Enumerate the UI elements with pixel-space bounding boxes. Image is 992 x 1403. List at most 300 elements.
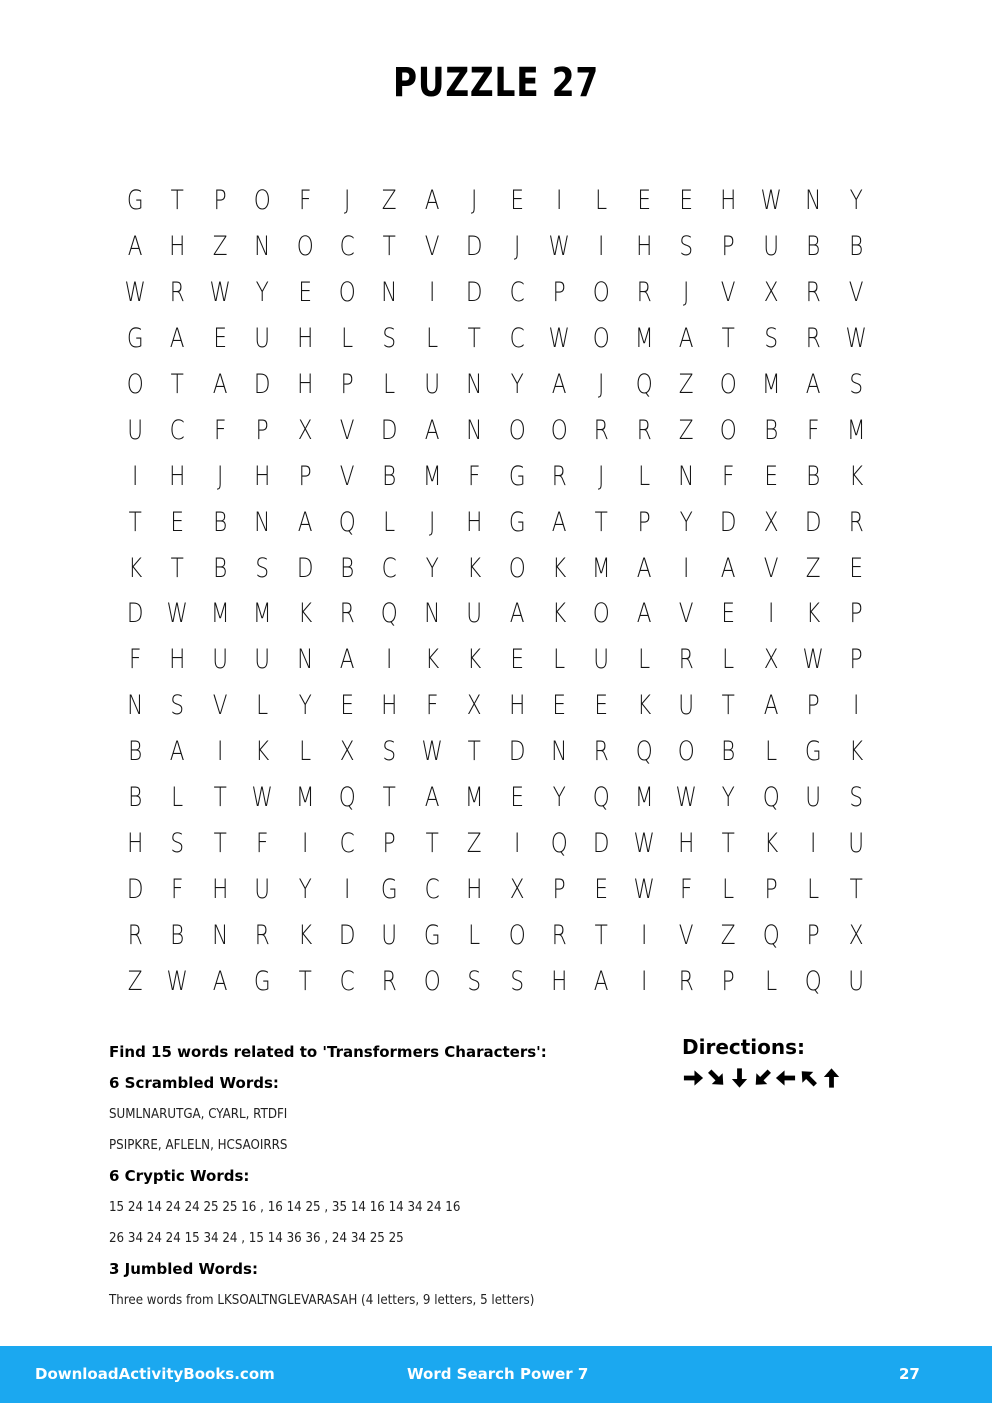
grid-letter: V [339, 460, 355, 492]
grid-letter: K [806, 598, 821, 630]
grid-letter: L [468, 919, 481, 951]
grid-letter: Y [298, 690, 312, 722]
grid-letter: A [806, 369, 821, 400]
cryptic-heading: 6 Cryptic Words: [109, 1167, 250, 1185]
grid-letter: I [598, 231, 605, 263]
grid-letter: W [548, 231, 570, 263]
grid-letter: E [594, 690, 609, 722]
grid-letter: H [254, 460, 271, 492]
jumbled-heading: 3 Jumbled Words: [109, 1260, 258, 1278]
grid-letter: C [381, 552, 398, 584]
grid-letter: K [424, 644, 440, 676]
grid-letter: H [211, 873, 229, 905]
grid-letter: A [594, 965, 609, 997]
grid-letter: M [210, 598, 230, 630]
grid-letter: D [126, 873, 144, 905]
grid-letter: E [213, 323, 227, 355]
grid-letter: G [126, 185, 144, 217]
grid-letter: K [848, 460, 863, 492]
grid-letter: A [170, 736, 185, 768]
grid-letter: E [849, 552, 863, 584]
grid-letter: U [127, 414, 144, 446]
grid-letter: L [553, 644, 566, 676]
grid-letter: U [381, 919, 398, 951]
grid-letter: L [383, 369, 396, 400]
grid-letter: G [508, 506, 526, 538]
grid-letter: E [594, 873, 609, 905]
scrambled-heading: 6 Scrambled Words: [109, 1074, 279, 1092]
grid-letter: E [764, 460, 778, 492]
grid-letter: M [634, 782, 654, 814]
grid-letter: T [382, 231, 397, 263]
grid-letter: S [764, 323, 778, 355]
grid-letter: A [424, 414, 440, 446]
arrow-down-right-icon [705, 1065, 728, 1091]
grid-letter: I [640, 965, 648, 997]
grid-letter: K [255, 736, 270, 768]
grid-letter: B [212, 552, 228, 584]
grid-letter: N [466, 414, 483, 446]
grid-letter: Q [635, 736, 653, 768]
grid-letter: W [675, 782, 697, 814]
grid-letter: Z [678, 414, 694, 446]
grid-letter: P [340, 369, 354, 400]
grid-letter: T [594, 506, 609, 538]
grid-letter: R [382, 965, 398, 997]
grid-letter: H [127, 827, 144, 859]
grid-letter: X [297, 414, 313, 446]
grid-letter: A [763, 690, 779, 722]
grid-letter: A [636, 598, 652, 630]
grid-letter: A [339, 644, 355, 676]
grid-letter: U [593, 644, 610, 676]
arrow-down-icon [728, 1065, 751, 1091]
grid-letter: V [212, 690, 228, 722]
grid-letter: D [296, 552, 314, 584]
grid-letter: K [297, 598, 312, 630]
grid-letter: D [126, 598, 144, 630]
grid-letter: R [254, 919, 270, 951]
grid-letter: L [341, 323, 354, 355]
grid-letter: D [338, 919, 356, 951]
grid-letter: B [340, 552, 355, 584]
grid-letter: I [767, 598, 775, 630]
grid-letter: E [637, 185, 651, 217]
grid-letter: O [296, 231, 314, 263]
grid-letter: D [466, 231, 483, 263]
grid-letter: H [466, 506, 483, 538]
grid-letter: W [166, 598, 189, 630]
grid-letter: W [802, 644, 825, 676]
arrow-down-left-icon [751, 1065, 774, 1091]
grid-letter: T [594, 919, 609, 951]
instructions-heading: Find 15 words related to 'Transformers Characters': [109, 1043, 547, 1061]
grid-letter: U [805, 782, 822, 814]
directions-heading: Directions: [682, 1035, 806, 1059]
grid-letter: C [339, 827, 355, 859]
grid-letter: C [170, 414, 186, 446]
grid-letter: N [551, 736, 568, 768]
grid-letter: F [128, 644, 142, 676]
grid-letter: M [592, 552, 611, 584]
grid-letter: K [467, 644, 482, 676]
grid-letter: R [593, 736, 609, 768]
grid-letter: N [466, 369, 483, 400]
grid-letter: Z [382, 185, 397, 217]
grid-letter: C [339, 231, 355, 263]
grid-letter: Q [338, 506, 356, 538]
grid-letter: V [721, 277, 737, 309]
grid-letter: D [508, 736, 526, 768]
grid-letter: G [508, 460, 526, 492]
grid-letter: E [679, 185, 694, 217]
grid-letter: I [810, 827, 817, 859]
grid-letter: A [424, 185, 440, 217]
grid-letter: M [465, 782, 484, 814]
direction-arrows [682, 1065, 843, 1091]
grid-letter: T [170, 185, 185, 217]
grid-letter: K [467, 552, 482, 584]
grid-letter: B [763, 414, 779, 446]
grid-letter: I [216, 736, 224, 768]
grid-letter: V [678, 598, 694, 630]
grid-letter: V [339, 414, 355, 446]
grid-letter: C [339, 965, 355, 997]
grid-letter: U [254, 873, 271, 905]
grid-letter: A [678, 323, 694, 355]
grid-letter: P [806, 690, 820, 722]
grid-letter: K [552, 598, 567, 630]
grid-letter: A [212, 369, 228, 400]
grid-letter: A [297, 506, 313, 538]
grid-letter: J [598, 460, 605, 492]
grid-letter: P [298, 460, 312, 492]
grid-letter: Z [212, 231, 228, 263]
grid-letter: V [678, 919, 694, 951]
grid-letter: Y [679, 506, 693, 538]
grid-letter: J [216, 460, 224, 492]
grid-letter: R [593, 414, 609, 446]
grid-letter: H [678, 827, 695, 859]
grid-letter: V [763, 552, 779, 584]
grid-letter: A [212, 965, 228, 997]
grid-letter: O [253, 185, 271, 217]
grid-letter: S [848, 369, 863, 400]
grid-letter: R [636, 414, 652, 446]
grid-letter: K [636, 690, 651, 722]
grid-letter: F [468, 460, 481, 492]
grid-letter: I [852, 690, 860, 722]
grid-letter: S [382, 323, 397, 355]
grid-letter: P [764, 873, 778, 905]
grid-letter: T [425, 827, 439, 859]
grid-letter: B [806, 460, 821, 492]
grid-letter: D [466, 277, 483, 309]
grid-letter: E [340, 690, 354, 722]
grid-letter: A [551, 369, 567, 400]
arrow-left-icon [774, 1065, 797, 1091]
grid-letter: L [425, 323, 438, 355]
grid-letter: F [425, 690, 439, 722]
page-title: PUZZLE 27 [393, 60, 599, 106]
grid-letter: G [126, 323, 144, 355]
cryptic-words-line: 26 34 24 24 15 34 24 , 15 14 36 36 , 24 34 25 25 [109, 1230, 404, 1246]
grid-letter: J [428, 506, 436, 538]
grid-letter: S [848, 782, 863, 814]
grid-letter: O [508, 919, 526, 951]
grid-letter: W [124, 277, 146, 309]
grid-letter: N [254, 506, 271, 538]
grid-letter: Z [678, 369, 694, 400]
grid-letter: F [807, 414, 820, 446]
grid-letter: F [298, 185, 311, 217]
grid-letter: L [383, 506, 396, 538]
grid-letter: A [509, 598, 525, 630]
grid-letter: B [382, 460, 397, 492]
grid-letter: U [424, 369, 440, 400]
scrambled-words-line: PSIPKRE, AFLELN, HCSAOIRRS [109, 1137, 288, 1153]
grid-letter: X [466, 690, 482, 722]
grid-letter: X [763, 644, 779, 676]
grid-letter: I [343, 873, 351, 905]
grid-letter: L [807, 873, 820, 905]
grid-letter: Q [381, 598, 399, 630]
grid-letter: O [677, 736, 695, 768]
grid-letter: M [295, 782, 315, 814]
grid-letter: Y [849, 185, 863, 217]
grid-letter: T [128, 506, 142, 538]
grid-letter: T [849, 873, 863, 905]
grid-letter: T [467, 736, 481, 768]
grid-letter: A [424, 782, 440, 814]
grid-letter: A [127, 231, 143, 263]
grid-letter: C [509, 323, 525, 355]
grid-letter: R [678, 644, 694, 676]
grid-letter: Y [255, 277, 269, 309]
grid-letter: R [805, 323, 821, 355]
grid-letter: U [847, 965, 864, 997]
grid-letter: D [593, 827, 610, 859]
grid-letter: H [635, 231, 653, 263]
grid-letter: W [548, 323, 570, 355]
grid-letter: D [254, 369, 271, 400]
grid-letter: W [421, 736, 443, 768]
grid-letter: U [763, 231, 779, 263]
grid-letter: P [806, 919, 820, 951]
grid-letter: L [722, 873, 735, 905]
grid-letter: N [423, 598, 441, 630]
grid-letter: E [509, 782, 524, 814]
grid-letter: Q [762, 782, 780, 814]
grid-letter: S [170, 827, 185, 859]
grid-letter: I [640, 919, 648, 951]
grid-letter: H [550, 965, 568, 997]
grid-letter: G [253, 965, 271, 997]
grid-letter: R [339, 598, 355, 630]
grid-letter: E [509, 185, 524, 217]
grid-letter: O [592, 323, 610, 355]
grid-letter: B [128, 782, 143, 814]
grid-letter: T [170, 552, 185, 584]
grid-letter: O [126, 369, 144, 400]
grid-letter: U [678, 690, 695, 722]
grid-letter: F [171, 873, 184, 905]
grid-letter: J [471, 185, 478, 217]
grid-letter: H [381, 690, 398, 722]
grid-letter: N [381, 277, 398, 309]
grid-letter: P [637, 506, 651, 538]
grid-letter: P [383, 827, 397, 859]
grid-letter: S [509, 965, 524, 997]
grid-letter: W [166, 965, 189, 997]
grid-letter: O [592, 277, 610, 309]
grid-letter: E [721, 598, 736, 630]
grid-letter: H [508, 690, 525, 722]
grid-letter: K [763, 827, 779, 859]
grid-letter: P [722, 965, 736, 997]
grid-letter: C [424, 873, 440, 905]
grid-letter: E [170, 506, 185, 538]
grid-letter: J [598, 369, 605, 400]
grid-letter: Q [550, 827, 568, 859]
grid-letter: F [722, 460, 735, 492]
grid-letter: L [298, 736, 311, 768]
grid-letter: T [170, 369, 185, 400]
grid-letter: K [552, 552, 567, 584]
grid-letter: A [170, 323, 185, 355]
grid-letter: P [552, 873, 566, 905]
grid-letter: Y [425, 552, 439, 584]
grid-letter: N [678, 460, 695, 492]
grid-letter: J [343, 185, 351, 217]
grid-letter: M [634, 323, 654, 355]
grid-letter: J [683, 277, 690, 309]
grid-letter: M [761, 369, 781, 400]
grid-letter: D [805, 506, 822, 538]
grid-letter: L [637, 460, 650, 492]
grid-letter: X [509, 873, 525, 905]
grid-letter: K [297, 919, 312, 951]
grid-letter: T [382, 782, 397, 814]
grid-letter: S [467, 965, 482, 997]
grid-letter: V [424, 231, 440, 263]
grid-letter: Y [552, 782, 566, 814]
grid-letter: T [467, 323, 481, 355]
grid-letter: V [848, 277, 864, 309]
grid-letter: F [256, 827, 269, 859]
grid-letter: Z [806, 552, 821, 584]
grid-letter: L [595, 185, 608, 217]
grid-letter: Y [510, 369, 524, 400]
grid-letter: L [722, 644, 735, 676]
grid-letter: B [212, 506, 228, 538]
grid-letter: X [763, 277, 779, 309]
footer-page-number: 27 [899, 1365, 920, 1383]
grid-letter: S [170, 690, 185, 722]
grid-letter: X [848, 919, 864, 951]
grid-letter: H [169, 231, 186, 263]
grid-letter: P [255, 414, 269, 446]
grid-letter: H [169, 460, 186, 492]
grid-letter: O [508, 414, 526, 446]
grid-letter: B [170, 919, 185, 951]
grid-letter: I [301, 827, 308, 859]
grid-letter: L [256, 690, 269, 722]
grid-letter: Q [592, 782, 610, 814]
grid-letter: B [848, 231, 863, 263]
grid-letter: A [551, 506, 567, 538]
grid-letter: W [633, 873, 655, 905]
arrow-up-icon [820, 1065, 843, 1091]
grid-letter: F [213, 414, 227, 446]
grid-letter: T [298, 965, 312, 997]
grid-letter: Q [338, 782, 356, 814]
grid-letter: H [296, 323, 313, 355]
grid-letter: L [171, 782, 184, 814]
grid-letter: E [552, 690, 566, 722]
grid-letter: P [849, 598, 863, 630]
grid-letter: D [381, 414, 398, 446]
grid-letter: I [513, 827, 520, 859]
grid-letter: T [722, 323, 736, 355]
grid-letter: P [722, 231, 736, 263]
grid-letter: U [254, 644, 271, 676]
grid-letter: G [381, 873, 398, 905]
grid-letter: M [846, 414, 866, 446]
grid-letter: R [127, 919, 143, 951]
grid-letter: R [805, 277, 821, 309]
grid-letter: W [845, 323, 867, 355]
grid-letter: H [296, 369, 313, 400]
grid-letter: I [683, 552, 690, 584]
grid-letter: Q [762, 919, 780, 951]
grid-letter: L [637, 644, 650, 676]
grid-letter: I [555, 185, 563, 217]
grid-letter: H [169, 644, 186, 676]
word-search-grid [114, 178, 877, 1004]
grid-letter: R [848, 506, 864, 538]
grid-letter: I [132, 460, 139, 492]
footer-site: DownloadActivityBooks.com [35, 1365, 275, 1383]
grid-letter: Y [298, 873, 312, 905]
grid-letter: Z [127, 965, 143, 997]
grid-letter: J [513, 231, 520, 263]
grid-letter: Q [804, 965, 822, 997]
grid-letter: N [254, 231, 271, 263]
arrow-right-icon [682, 1065, 705, 1091]
grid-letter: T [722, 827, 736, 859]
grid-letter: K [848, 736, 863, 768]
grid-letter: O [592, 598, 610, 630]
grid-letter: L [765, 965, 778, 997]
footer-bar [0, 1346, 992, 1403]
grid-letter: U [847, 827, 864, 859]
scrambled-words-line: SUMLNARUTGA, CYARL, RTDFI [109, 1106, 288, 1122]
grid-letter: A [636, 552, 652, 584]
grid-letter: D [720, 506, 737, 538]
grid-letter: I [386, 644, 393, 676]
grid-letter: R [551, 919, 567, 951]
grid-letter: Q [635, 369, 653, 400]
grid-letter: O [720, 414, 738, 446]
grid-letter: R [170, 277, 186, 309]
grid-letter: B [721, 736, 736, 768]
grid-letter: X [763, 506, 779, 538]
grid-letter: O [550, 414, 568, 446]
grid-letter: N [211, 919, 229, 951]
grid-letter: H [720, 185, 737, 217]
grid-letter: B [806, 231, 821, 263]
